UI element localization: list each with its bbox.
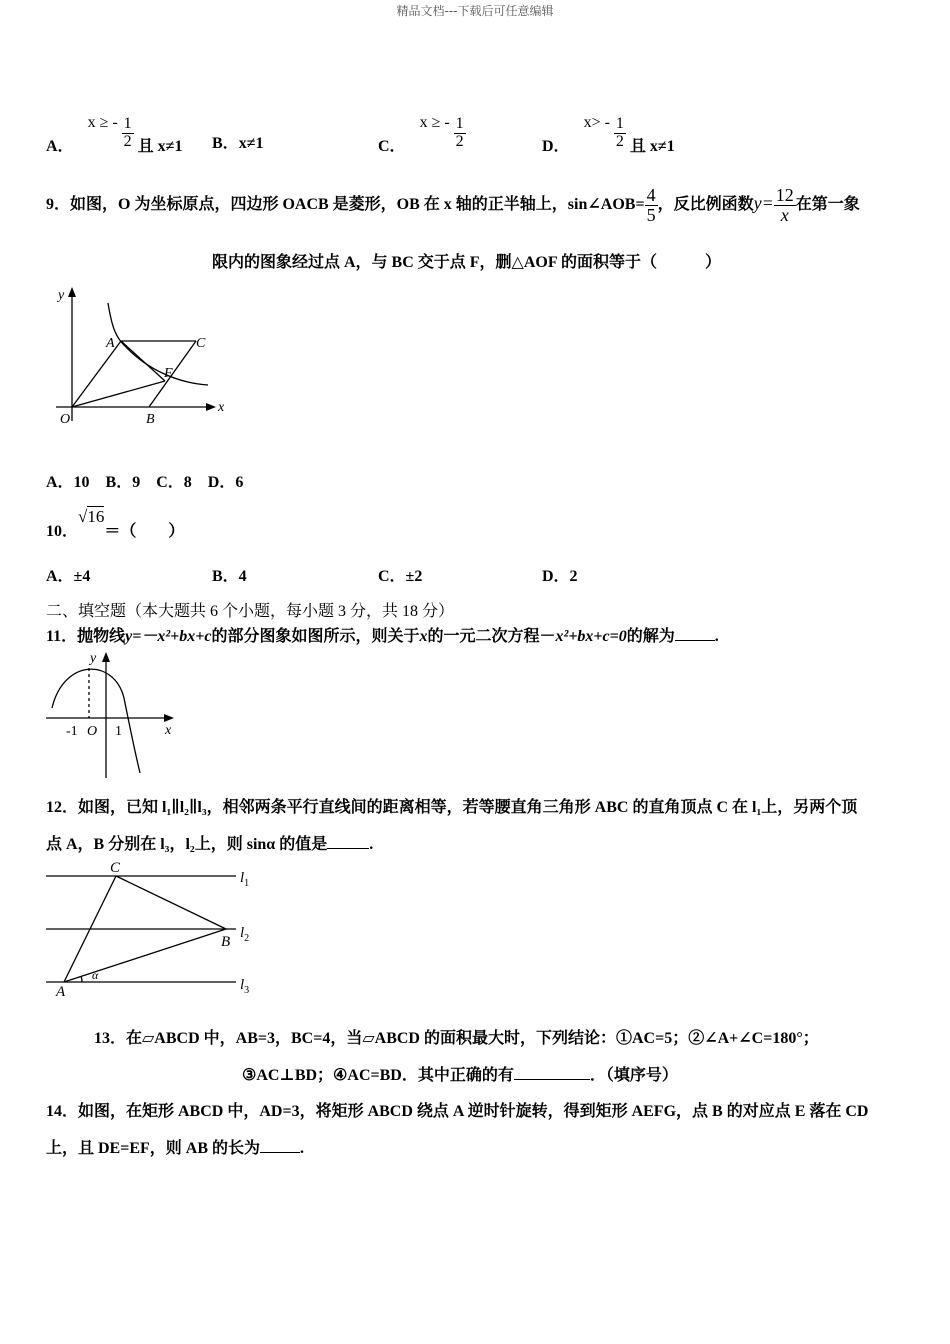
q9-options: A．10 B．9 C．8 D．6 (46, 474, 244, 491)
q10-radical (78, 507, 104, 526)
label-y: y (90, 651, 97, 666)
label-minus-one: -1 (66, 724, 78, 739)
q14-line2 (46, 1135, 304, 1158)
label-one: 1 (115, 724, 122, 739)
label-x: x (165, 723, 172, 738)
q10-suffix: ＝（ ） (104, 523, 185, 540)
page-header: 精品文档---下载后可任意编辑 (396, 4, 554, 18)
q14-text-end: . (300, 1140, 305, 1157)
q11-figure (44, 648, 179, 780)
q9-y-eq: y= (753, 193, 774, 214)
radicand: 16 (87, 507, 105, 526)
q11-text-c: 的一元二次方程－ (427, 628, 556, 645)
segment-ab (64, 929, 226, 982)
label-o: O (87, 724, 98, 739)
parabola-curve (52, 669, 140, 773)
radical-sign-icon: √ (78, 507, 88, 526)
q13-line1: 13．在▱ABCD 中，AB=3，BC=4，当▱ABCD 的面积最大时，下列结论：①AC=5；②∠A+∠C=180°； (94, 1030, 819, 1047)
option-tail: 且 x≠1 (137, 137, 183, 155)
label-l3: $l_3$ (240, 977, 250, 996)
label-b: B (221, 934, 231, 950)
answer-blank (675, 628, 715, 641)
q11-text-a: 11．抛物线 (46, 628, 126, 645)
q13-line2 (242, 1062, 678, 1085)
q13-text-b: ．（填序号） (589, 1067, 678, 1084)
q14-text: 上，且 DE=EF，则 AB 的长为 (46, 1140, 261, 1157)
label-a: A (56, 984, 66, 998)
answer-blank (260, 1140, 300, 1153)
q9-line2: 限内的图象经过点 A，与 BC 交于点 F，删△AOF 的面积等于（ ） (212, 254, 722, 271)
fraction-numerator: 1 (455, 115, 464, 132)
label-c: C (110, 860, 121, 876)
x-axis-arrow (206, 403, 216, 411)
q9-line1 (46, 186, 860, 225)
q9-sin-fraction (645, 186, 658, 225)
label-y: y (58, 288, 65, 303)
option-text: x≠1 (238, 135, 264, 152)
q12-text: 点 A，B 分别在 l₃，l₂上，则 sinα 的值是 (46, 836, 328, 853)
option-expr: x ≥ - (87, 113, 118, 131)
q10-prefix: 10． (46, 523, 79, 540)
q12-figure (44, 858, 256, 998)
label-b: B (146, 412, 155, 427)
answer-blank (327, 836, 369, 849)
x-axis-arrow (164, 714, 174, 722)
q11-equation-2: x²+bx+c=0 (555, 628, 627, 645)
fraction-numerator: 1 (123, 115, 132, 132)
q9-text-b: ，反比例函数 (657, 196, 754, 214)
option-tail: 且 x≠1 (629, 137, 675, 155)
q8-option-b (212, 130, 263, 153)
fraction-numerator: 1 (615, 115, 624, 132)
option-letter: B． (212, 135, 239, 152)
q11-equation-1: y=－x²+bx+c (125, 628, 212, 645)
option-expr: x> - (583, 113, 610, 131)
q9-text-c: 在第一象 (795, 196, 860, 214)
label-x: x (218, 400, 225, 415)
label-l2: $l_2$ (240, 925, 250, 944)
fraction-denominator: 2 (615, 132, 624, 150)
q10-option-c: C．±2 (378, 568, 423, 585)
label-alpha: α (92, 968, 99, 982)
q13-text-a: ③AC⊥BD；④AC=BD．其中正确的有 (242, 1067, 514, 1084)
option-expr: x ≥ - (419, 113, 450, 131)
segment-cb (116, 876, 226, 929)
q11-text-d: 的解为 (626, 628, 675, 645)
q11-text-end: . (714, 628, 719, 645)
y-axis-arrow (102, 652, 110, 662)
fraction-denominator: 2 (123, 132, 132, 150)
q9-text-a: 9．如图，O 为坐标原点，四边形 OACB 是菱形，OB 在 x 轴的正半轴上，sin∠AOB= (46, 196, 645, 214)
q9-function-fraction (774, 186, 796, 225)
fraction-denominator: 5 (646, 204, 656, 225)
option-fraction (122, 116, 134, 151)
option-letter: A． (46, 137, 74, 155)
q12-line1: 12．如图，已知 l₁∥l₂∥l₃，相邻两条平行直线间的距离相等，若等腰直角三角形 ABC 的直角顶点 C 在 l₁上，另两个顶 (46, 799, 858, 816)
option-fraction (454, 116, 466, 151)
q11-text-b: 的部分图象如图所示，则关于 (211, 628, 420, 645)
q8-option-c (378, 102, 466, 155)
fraction-numerator: 12 (775, 185, 794, 205)
label-l1: $l_1$ (240, 870, 250, 889)
section-title: 二、填空题（本大题共 6 个小题，每小题 3 分，共 18 分） (46, 603, 455, 620)
option-letter: D． (542, 137, 570, 155)
q11-var-x: x (419, 628, 428, 645)
q12-text-end: . (369, 836, 374, 853)
label-f: F (164, 366, 173, 381)
label-o: O (60, 412, 71, 427)
fraction-denominator: 2 (455, 132, 464, 150)
q10-option-d: D．2 (542, 568, 578, 585)
q8-option-d (542, 102, 675, 155)
q9-figure (46, 283, 236, 428)
q11-stem (46, 623, 719, 646)
fraction-numerator: 4 (646, 185, 656, 205)
angle-alpha-arc (81, 976, 82, 982)
q8-option-a (46, 102, 183, 155)
q12-line2 (46, 831, 373, 854)
q14-line1: 14．如图，在矩形 ABCD 中，AD=3，将矩形 ABCD 绕点 A 逆时针旋转，得到矩形 AEFG，点 B 的对应点 E 落在 CD (46, 1103, 869, 1120)
answer-blank (514, 1067, 590, 1080)
label-a: A (106, 336, 115, 351)
option-fraction (614, 116, 626, 151)
hyperbola-curve (108, 303, 208, 385)
label-c: C (196, 336, 206, 351)
q10-option-b: B．4 (212, 568, 247, 585)
option-letter: C． (378, 137, 406, 155)
q10-stem (46, 504, 185, 540)
fraction-denominator: x (780, 204, 789, 225)
q10-option-a: A．±4 (46, 568, 91, 585)
y-axis-arrow (68, 287, 76, 297)
